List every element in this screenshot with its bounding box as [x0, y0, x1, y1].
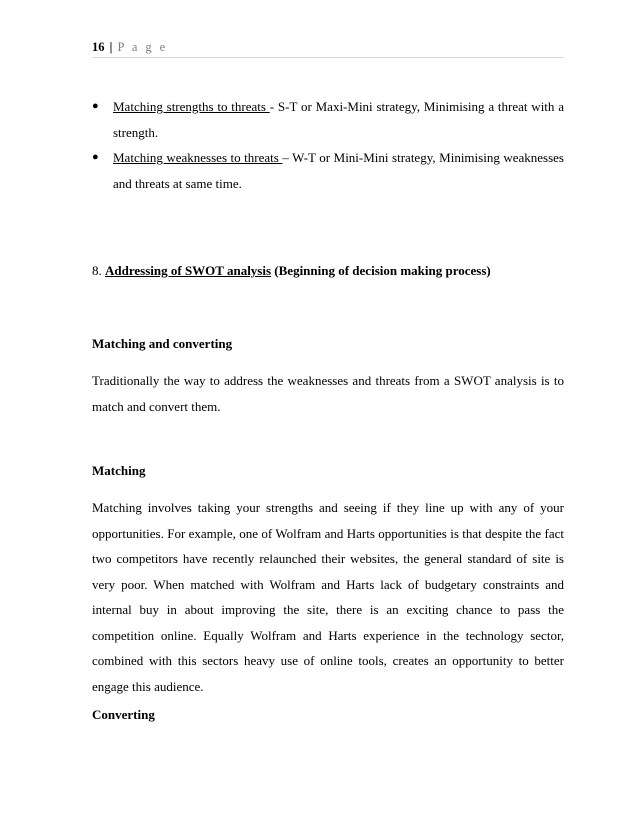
bullet-text: - S-T or Maxi-Mini strategy, Minimising a threat with a strength. [113, 99, 564, 140]
section-title-underlined: Addressing of SWOT analysis [105, 263, 272, 278]
section-title-rest: (Beginning of decision making process) [271, 263, 491, 278]
bullet-dot-icon: ● [92, 151, 99, 163]
page-number: 16 [92, 40, 105, 54]
header-separator: | [109, 40, 113, 54]
bullet-item-wt [92, 145, 564, 196]
matching-paragraph: Matching involves taking your strengths and seeing if they line up with any of your opportunities. For example, one of Wolfram and Harts opportunities is that despite the fact two competitors have recently relaunched their websites, the general standard of site is very poor. When matched with Wolfram and Harts lack of budgetary constraints and internal buy in about improving the site, there is an exciting chance to pass the competition online. Equally Wolfram and Harts experience in the technology sector, combined with this sectors heavy use of online tools, creates an opportunity to better engage this audience. [92, 500, 564, 694]
bullet-underlined-text: Matching weaknesses to threats [113, 150, 283, 165]
matching-converting-heading: Matching and converting [92, 336, 233, 351]
bullet-item-st [92, 94, 564, 145]
section-8-heading [92, 258, 564, 284]
matching-converting-paragraph: Traditionally the way to address the weaknesses and threats from a SWOT analysis is to match and convert them. [92, 373, 564, 414]
matching-heading: Matching [92, 463, 146, 478]
page-label: P a g e [117, 40, 168, 54]
page-header [92, 39, 564, 58]
bullet-dot-icon: ● [92, 100, 99, 112]
section-number: 8. [92, 263, 105, 278]
strategy-bullet-list [92, 94, 564, 196]
bullet-underlined-text: Matching strengths to threats [113, 99, 270, 114]
converting-heading: Converting [92, 707, 155, 722]
bullet-text: – W-T or Mini-Mini strategy, Minimising weaknesses and threats at same time. [113, 150, 564, 191]
